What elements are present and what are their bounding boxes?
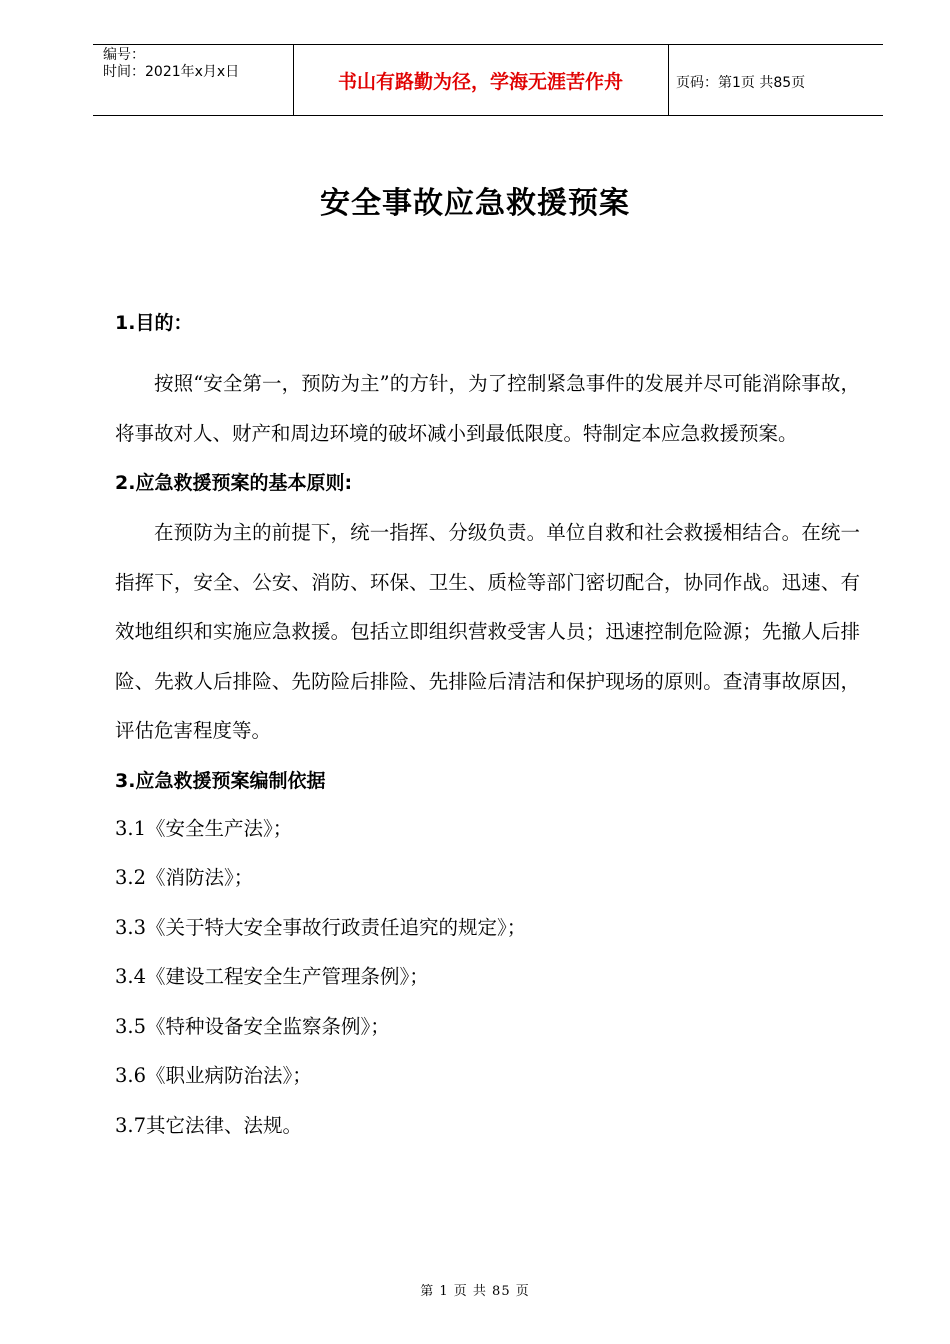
- page-header: [93, 44, 883, 116]
- document-body: [115, 310, 860, 1150]
- header-motto: 书山有路勤为径，学海无涯苦作舟: [337, 71, 623, 93]
- section-heading: 1.目的：: [115, 312, 193, 334]
- header-page-number: 页码：第1页 共85页: [676, 75, 806, 91]
- header-meta: [103, 47, 239, 81]
- list-item: 3.5《特种设备安全监察条例》；: [115, 1014, 390, 1038]
- section-paragraph: 在预防为主的前提下，统一指挥、分级负责。单位自救和社会救援相结合。在统一指挥下，安全、公安、消防、环保、卫生、质检等部门密切配合，协同作战。迅速、有效地组织和实施应急救援。包括立即组织营救受害人员；迅速控制危险源；先撤人后排险、先救人后排险、先防险后排险、先排险后清洁和保护现场的原则。查清事故原因，评估危害程度等。: [115, 521, 860, 742]
- list-item: 3.1《安全生产法》；: [115, 816, 293, 840]
- page-footer: 第 1 页 共 85 页: [420, 1284, 530, 1299]
- list-item: 3.7其它法律、法规。: [115, 1113, 303, 1137]
- header-divider: [668, 45, 669, 115]
- document-title: 安全事故应急救援预案: [320, 186, 630, 221]
- list-item: 3.2《消防法》；: [115, 866, 254, 889]
- basis-list: [115, 804, 860, 1151]
- document-date: 时间：2021年x月x日: [103, 64, 240, 80]
- document-number: 编号：: [103, 47, 145, 63]
- section-heading: 2.应急救援预案的基本原则:: [115, 472, 353, 494]
- list-item: 3.4《建设工程安全生产管理条例》；: [115, 965, 429, 988]
- section-heading: 3.应急救援预案编制依据: [115, 769, 326, 792]
- list-item: 3.6《职业病防治法》；: [115, 1064, 312, 1087]
- section-paragraph: 按照“安全第一，预防为主”的方针，为了控制紧急事件的发展并尽可能消除事故，将事故对人、财产和周边环境的破坏减小到最低限度。特制定本应急救援预案。: [115, 372, 860, 445]
- list-item: 3.3《关于特大安全事故行政责任追究的规定》；: [115, 915, 527, 939]
